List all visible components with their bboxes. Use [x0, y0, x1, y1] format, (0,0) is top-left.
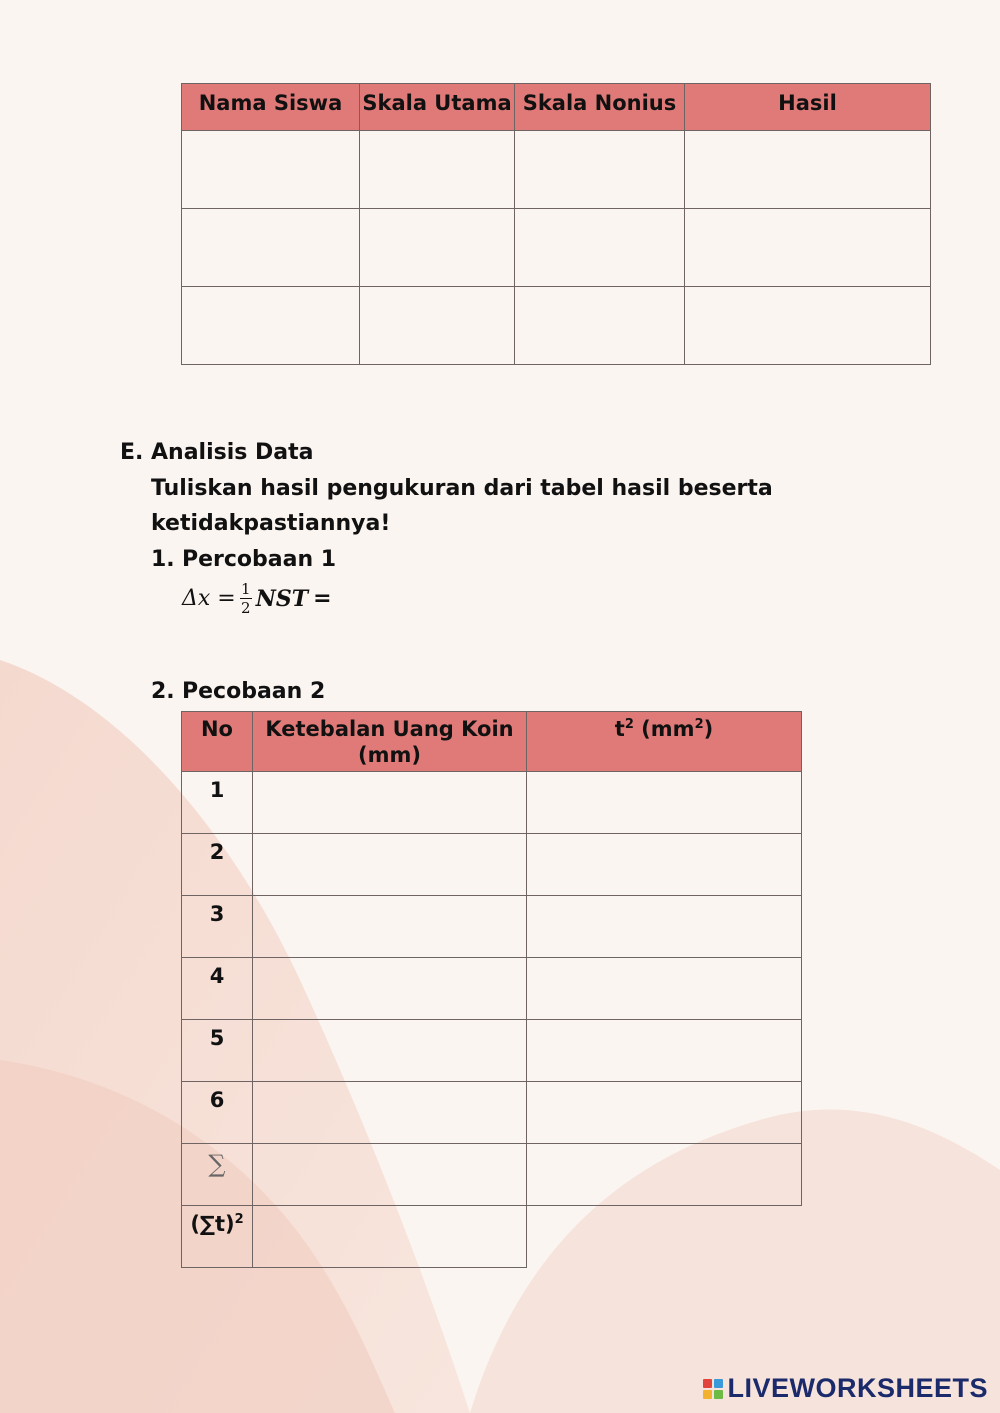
table-row: [182, 958, 802, 1020]
header-hasil: Hasil: [685, 84, 931, 131]
header-nama-siswa: Nama Siswa: [182, 84, 360, 131]
formula-lhs: Δx =: [182, 586, 236, 611]
item1-number: 1.: [151, 547, 175, 572]
table-row: [182, 772, 802, 834]
table-row: [182, 1020, 802, 1082]
input-cell[interactable]: [253, 896, 527, 958]
formula-denominator: 2: [240, 599, 251, 617]
table-row: [182, 1082, 802, 1144]
input-cell[interactable]: [253, 772, 527, 834]
formula-equals: =: [313, 586, 332, 611]
input-cell[interactable]: [360, 209, 515, 287]
sum-symbol: ∑: [182, 1144, 253, 1206]
header-thickness-line2: (mm): [358, 743, 421, 767]
row-label: 4: [182, 958, 253, 1020]
input-cell[interactable]: [527, 896, 802, 958]
input-cell[interactable]: [182, 287, 360, 365]
table-row: [182, 131, 931, 209]
item2-number: 2.: [151, 679, 175, 704]
measurement-table: [181, 83, 931, 365]
row-label: 5: [182, 1020, 253, 1082]
input-cell[interactable]: [253, 1082, 527, 1144]
input-cell[interactable]: [527, 1082, 802, 1144]
row-label: 2: [182, 834, 253, 896]
table-header-row: [182, 712, 802, 772]
sum-squared-label: $(\sum t)^2$: [182, 1206, 253, 1268]
table-row-sum-squared: [182, 1206, 802, 1268]
liveworksheets-logo-icon: [703, 1379, 723, 1399]
table-header-row: [182, 84, 931, 131]
input-cell[interactable]: [515, 209, 685, 287]
header-thickness: [253, 712, 527, 772]
input-cell[interactable]: [527, 1020, 802, 1082]
header-skala-nonius: Skala Nonius: [515, 84, 685, 131]
row-label: 6: [182, 1082, 253, 1144]
section-letter: E.: [120, 440, 144, 465]
row-label: 1: [182, 772, 253, 834]
input-cell[interactable]: [182, 131, 360, 209]
row-label: 3: [182, 896, 253, 958]
table-row: [182, 287, 931, 365]
instruction-line-2: ketidakpastiannya!: [151, 511, 391, 536]
input-cell[interactable]: [253, 1020, 527, 1082]
section-title: Analisis Data: [151, 440, 314, 465]
instruction-line-1: Tuliskan hasil pengukuran dari tabel hasil beserta: [151, 476, 773, 501]
input-cell[interactable]: [515, 131, 685, 209]
input-cell[interactable]: [527, 958, 802, 1020]
uncertainty-formula: [182, 580, 332, 617]
table-row-sum: [182, 1144, 802, 1206]
input-cell[interactable]: [685, 131, 931, 209]
header-no: No: [182, 712, 253, 772]
table-row: [182, 834, 802, 896]
input-cell[interactable]: [253, 958, 527, 1020]
formula-numerator: 1: [240, 580, 251, 598]
input-cell[interactable]: [515, 287, 685, 365]
input-cell[interactable]: [253, 1206, 527, 1268]
input-cell[interactable]: [360, 131, 515, 209]
header-thickness-line1: Ketebalan Uang Koin: [265, 717, 514, 741]
formula-fraction: [240, 580, 252, 617]
table-row: [182, 209, 931, 287]
input-cell[interactable]: [685, 287, 931, 365]
coin-thickness-table: [181, 711, 802, 1268]
input-cell[interactable]: [253, 834, 527, 896]
input-cell[interactable]: [253, 1144, 527, 1206]
input-cell[interactable]: [685, 209, 931, 287]
formula-rhs: NST: [255, 585, 309, 612]
item2-title: Pecobaan 2: [182, 679, 326, 704]
input-cell[interactable]: [527, 1144, 802, 1206]
input-cell[interactable]: [527, 834, 802, 896]
input-cell[interactable]: [527, 772, 802, 834]
header-skala-utama: Skala Utama: [360, 84, 515, 131]
empty-space: [527, 1206, 802, 1268]
table-row: [182, 896, 802, 958]
liveworksheets-logo: [703, 1373, 988, 1404]
header-t-squared: $t^2$ $(mm^2)$: [527, 712, 802, 772]
item1-title: Percobaan 1: [182, 547, 337, 572]
input-cell[interactable]: [182, 209, 360, 287]
brand-name: LIVEWORKSHEETS: [727, 1373, 988, 1403]
input-cell[interactable]: [360, 287, 515, 365]
